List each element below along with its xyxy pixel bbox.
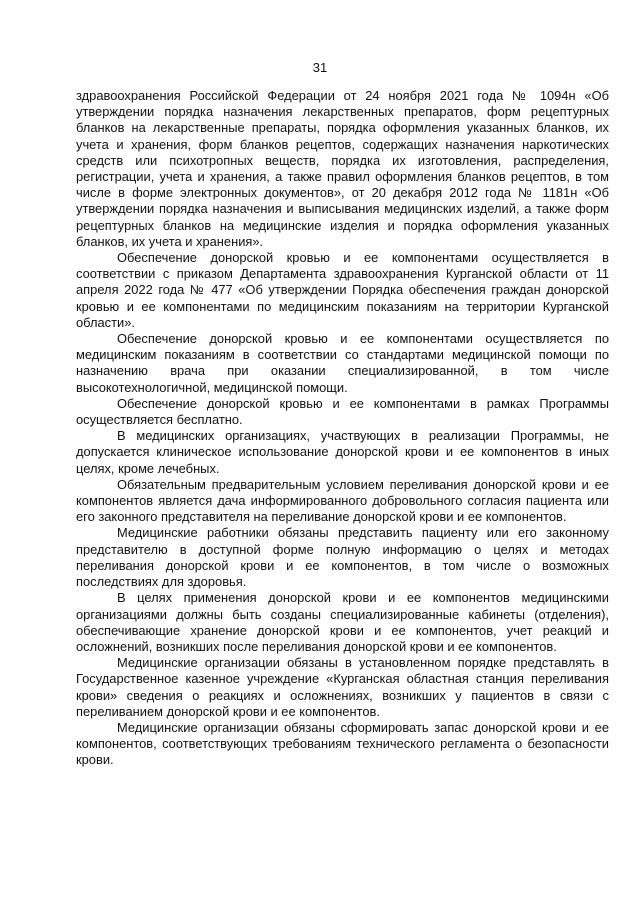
paragraph: Обязательным предварительным условием переливания донорской крови и ее компонентов является дача информированного добровольного согласия пациента или его законного представителя на переливание донорской крови и ее компонентов. [76, 476, 609, 525]
paragraph: Обеспечение донорской кровью и ее компонентами осуществляется по медицинским показаниям в соответствии со стандартами медицинской помощи по назначению врача при оказании специализированной, в том числе высокотехнологичной, медицинской помощи. [76, 331, 609, 395]
paragraph: В целях применения донорской крови и ее компонентов медицинскими организациями должны быть созданы специализированные кабинеты (отделения), обеспечивающие хранение донорской крови и ее компонентов, учет реакций и осложнений, возникших после переливания донорской крови и ее компонентов. [76, 590, 609, 654]
body-text [76, 88, 609, 769]
page-number: 31 [312, 60, 328, 75]
paragraph: Медицинские организации обязаны сформировать запас донорской крови и ее компонентов, соответствующих требованиям технического регламента о безопасности крови. [76, 719, 609, 768]
paragraph: Медицинские организации обязаны в установленном порядке представлять в Государственное казенное учреждение «Курганская областная станция переливания крови» сведения о реакциях и осложнениях, возникших у пациентов в связи с переливанием донорской крови и ее компонентов. [76, 655, 609, 719]
paragraph: здравоохранения Российской Федерации от 24 ноября 2021 года № 1094н «Об утверждении порядка назначения лекарственных препаратов, форм рецептурных бланков на лекарственные препараты, порядка оформления указанных бланков, их учета и хранения, форм бланков рецептов, содержащих назначения наркотических средств или психотропных веществ, порядка их изготовления, распределения, регистрации, учета и хранения, а также правил оформления бланков рецептов, в том числе в форме электронных документов», от 20 декабря 2012 года № 1181н «Об утверждении порядка назначения и выписывания медицинских изделий, а также форм рецептурных бланков на медицинские изделия и порядка оформления указанных бланков, их учета и хранения». [76, 88, 609, 249]
paragraph: Медицинские работники обязаны представить пациенту или его законному представителю в доступной форме полную информацию о целях и методах переливания донорской крови и ее компонентов, в том числе о возможных последствиях для здоровья. [76, 525, 609, 590]
paragraph: Обеспечение донорской кровью и ее компонентами в рамках Программы осуществляется бесплатно. [76, 395, 609, 428]
paragraph: В медицинских организациях, участвующих в реализации Программы, не допускается клиническое использование донорской крови и ее компонентов в иных целях, кроме лечебных. [76, 428, 609, 476]
paragraph: Обеспечение донорской кровью и ее компонентами осуществляется в соответствии с приказом Департамента здравоохранения Курганской области от 11 апреля 2022 года № 477 «Об утверждении Порядка обеспечения граждан донорской кровью и ее компонентами по медицинским показаниям на территории Курганской области». [76, 250, 609, 330]
